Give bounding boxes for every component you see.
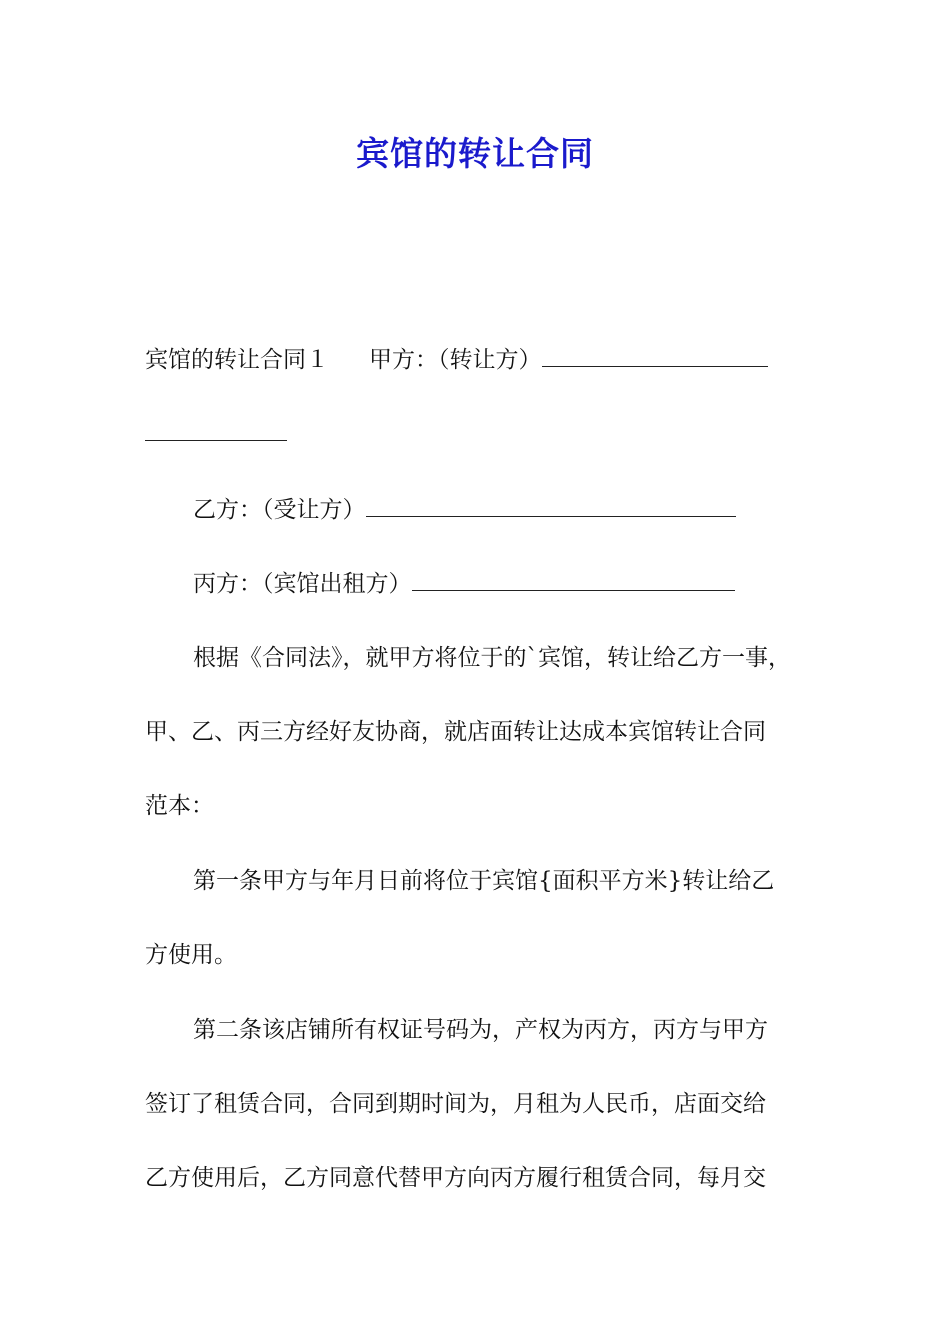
party-a-blank [542, 344, 768, 367]
party-c-label: 丙方：（宾馆出租方） [193, 571, 412, 597]
article-2-line: 乙方使用后，乙方同意代替甲方向丙方履行租赁合同，每月交 [145, 1165, 766, 1191]
article-2-line: 第二条该店铺所有权证号码为，产权为丙方，丙方与甲方 [193, 1017, 768, 1043]
party-b-label: 乙方：（受让方） [193, 497, 366, 523]
party-b-line [193, 494, 736, 525]
party-c-blank [412, 568, 735, 591]
article-2-line: 签订了租赁合同，合同到期时间为，月租为人民币，店面交给 [145, 1091, 766, 1117]
party-b-blank [366, 494, 736, 517]
document-title: 宾馆的转让合同 [356, 134, 594, 173]
paragraph-line: 甲、乙、丙三方经好友协商，就店面转让达成本宾馆转让合同 [145, 719, 766, 745]
party-a-blank-continuation [145, 418, 287, 449]
blank-line [145, 418, 287, 441]
article-1-line: 第一条甲方与年月日前将位于宾馆{面积平方米}转让给乙 [193, 868, 775, 894]
paragraph-line: 范本： [145, 793, 214, 819]
paragraph-line: 根据《合同法》，就甲方将位于的`宾馆，转让给乙方一事， [193, 645, 791, 671]
party-a-label: 甲方：（转让方） [369, 347, 542, 373]
contract-heading: 宾馆的转让合同１ [145, 347, 329, 373]
party-a-line [145, 344, 768, 375]
article-1-line: 方使用。 [145, 942, 237, 968]
party-c-line [193, 568, 735, 599]
